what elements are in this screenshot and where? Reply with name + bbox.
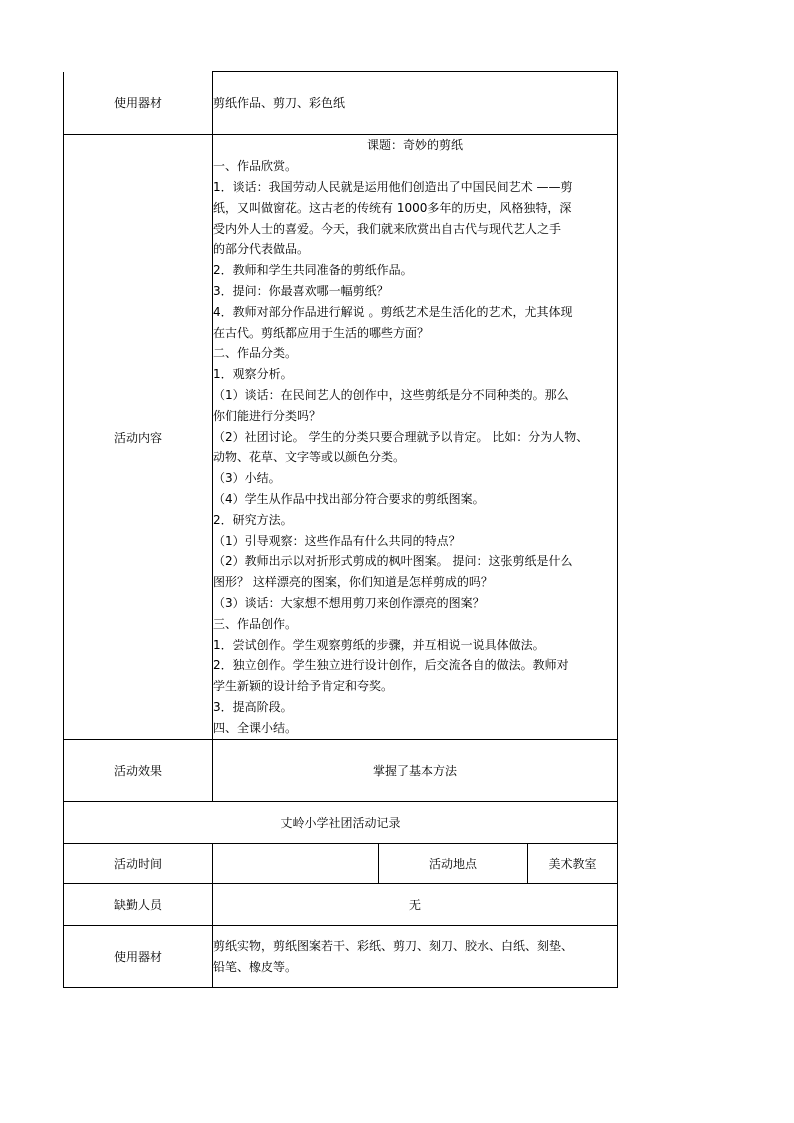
- equipment2-value: [213, 926, 618, 988]
- content-line: 三、作品创作。: [213, 616, 298, 631]
- heading-row: [64, 802, 618, 844]
- time-label: 活动时间: [64, 844, 213, 884]
- time-value: [213, 844, 379, 884]
- content-line: 2．研究方法。: [213, 512, 293, 527]
- content-line: 1．尝试创作。学生观察剪纸的步骤，并互相说一说具体做法。: [213, 637, 545, 652]
- equipment2-label: 使用器材: [64, 926, 213, 988]
- content-line: 四、全课小结。: [213, 720, 298, 735]
- content-row: [64, 135, 618, 740]
- effect-row: [64, 740, 618, 802]
- lesson-title: 课题：奇妙的剪纸: [367, 138, 464, 153]
- content-line: （3）谈话：大家想不想用剪刀来创作漂亮的图案？: [213, 595, 485, 610]
- content-line: 在古代。剪纸都应用于生活的哪些方面？: [213, 325, 430, 340]
- content-cell: [213, 135, 618, 740]
- content-line: 1．谈话：我国劳动人民就是运用他们创造出了中国民间艺术 ——剪: [213, 180, 573, 195]
- absent-label: 缺勤人员: [64, 884, 213, 926]
- activity-record-table: [63, 71, 618, 988]
- equipment-row: [64, 72, 618, 135]
- equipment-label: 使用器材: [64, 72, 213, 135]
- effect-label: 活动效果: [64, 740, 213, 802]
- place-value: 美术教室: [528, 844, 618, 884]
- effect-value: 掌握了基本方法: [213, 740, 618, 802]
- content-line: 3．提问：你最喜欢哪一幅剪纸？: [213, 284, 389, 299]
- content-label: 活动内容: [64, 135, 213, 740]
- content-line: 动物、花草、文字等或以颜色分类。: [213, 450, 406, 465]
- content-line: 的部分代表做品。: [213, 242, 310, 257]
- content-line: 1．观察分析。: [213, 367, 293, 382]
- content-line: 学生新颖的设计给予肯定和夸奖。: [213, 679, 394, 694]
- content-line: （2）教师出示以对折形式剪成的枫叶图案。 提问：这张剪纸是什么: [213, 554, 573, 569]
- content-line: 纸，又叫做窗花。这古老的传统有 1000多年的历史，风格独特，深: [213, 200, 572, 215]
- equipment-value: 剪纸作品、剪刀、彩色纸: [213, 72, 618, 135]
- content-line: 2．独立创作。学生独立进行设计创作，后交流各自的做法。教师对: [213, 658, 569, 673]
- content-line: 你们能进行分类吗？: [213, 408, 322, 423]
- content-line: 4．教师对部分作品进行解说 。剪纸艺术是生活化的艺术，尤其体现: [213, 304, 573, 319]
- record-heading: 丈岭小学社团活动记录: [64, 802, 618, 844]
- equipment2-row: [64, 926, 618, 988]
- place-label: 活动地点: [379, 844, 528, 884]
- content-line: （1）引导观察：这些作品有什么共同的特点？: [213, 533, 461, 548]
- time-place-row: [64, 844, 618, 884]
- content-line: （2）社团讨论。 学生的分类只要合理就予以肯定。 比如：分为人物、: [213, 429, 589, 444]
- content-line: 2．教师和学生共同准备的剪纸作品。: [213, 263, 413, 278]
- absent-row: [64, 884, 618, 926]
- content-line: （3）小结。: [213, 471, 281, 486]
- equipment2-line: 铅笔、橡皮等。: [213, 959, 298, 974]
- content-line: （4）学生从作品中找出部分符合要求的剪纸图案。: [213, 491, 485, 506]
- equipment2-line: 剪纸实物，剪纸图案若干、彩纸、剪刀、刻刀、胶水、白纸、刻垫、: [213, 938, 574, 953]
- content-line: 受内外人士的喜爱。今天，我们就来欣赏出自古代与现代艺人之手: [213, 221, 562, 236]
- content-line: 二、作品分类。: [213, 346, 298, 361]
- content-line: 一、作品欣赏。: [213, 159, 298, 174]
- content-line: （1）谈话：在民间艺人的创作中，这些剪纸是分不同种类的。那么: [213, 388, 569, 402]
- content-line: 图形？ 这样漂亮的图案，你们知道是怎样剪成的吗？: [213, 575, 493, 590]
- content-line: 3．提高阶段。: [213, 699, 293, 714]
- absent-value: 无: [213, 884, 618, 926]
